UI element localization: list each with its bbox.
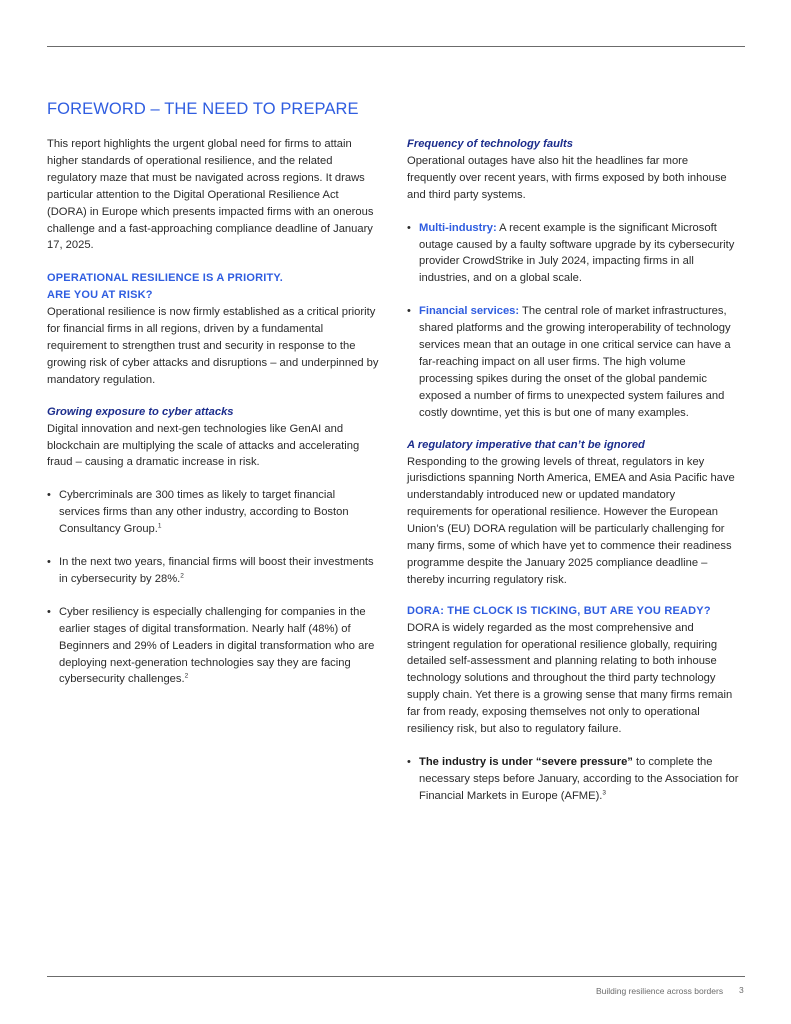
right-column (407, 136, 739, 805)
bullet-text: Cyber resiliency is especially challenging for companies in the earlier stages of digital transformation. Nearly half (48%) of Beginners and 29% of Leaders in digital transformation who are deploying next-generation technologies say they are facing cybersecurity challenges. (59, 605, 375, 686)
frequency-subheading: Frequency of technology faults (407, 138, 573, 150)
dora-paragraph: DORA is widely regarded as the most comprehensive and stringent regulation for operational resilience globally, requiring detailed self-assessment and planning relating to both inhouse technology solutions and throughout the third party technology supply chain. Yet there is a growing sense that many firms remain far from ready, exposing themselves not only to operational resiliency risk, but also to regulatory failure. (407, 621, 733, 736)
footnote-ref: 3 (602, 789, 607, 797)
footnote-ref: 2 (184, 672, 189, 680)
priority-paragraph: Operational resilience is now firmly established as a critical priority for financial firms in all regions, driven by a fundamental requirement to strengthen trust and security in response to the growing risk of cyber attacks and disruptions – and underpinned by mandatory regulation. (47, 306, 379, 386)
bullet-lead: Multi-industry: (419, 221, 497, 234)
regulatory-subheading: A regulatory imperative that can’t be ignored (407, 438, 645, 451)
regulatory-paragraph: Responding to the growing levels of threat, regulators in key jurisdictions spanning North America, EMEA and Asia Pacific have understandably introduced new or updated mandatory requirements for operational resilience. However the European Union’s (EU) DORA regulation will be particularly challenging for many firms, some of which have yet to commence their readiness programme despite the January 2025 compliance deadline – thereby incurring regulatory risk. (407, 455, 735, 586)
priority-heading (47, 270, 379, 304)
intro-paragraph: This report highlights the urgent global need for firms to attain higher standards of operational resilience, and the related regulatory maze that must be navigated across regions. It draws particular attention to the Digital Operational Resilience Act (DORA) in Europe which presents impacted firms with an onerous challenge and a fast-approaching compliance deadline of January 17, 2025. (47, 138, 374, 252)
bullet-lead: The industry is under “severe pressure” (419, 756, 633, 768)
bullet-text: The central role of market infrastructures, shared platforms and the growing interoperability of technology services mean that an outage in one critical service can have a far-reaching impact on all user firms. The high volume processing spikes during the onset of the global pandemic exposed a number of firms to unexpected system failures and costly downtime, yet this is but one of many examples. (419, 305, 731, 419)
bullet-icon: • (47, 605, 51, 618)
dora-bullet-list (407, 754, 739, 805)
bottom-divider (47, 976, 745, 977)
priority-heading-line1: OPERATIONAL RESILIENCE IS A PRIORITY. (47, 272, 283, 285)
bullet-icon: • (47, 489, 51, 502)
footer-title: Building resilience across borders (596, 986, 724, 996)
list-item (47, 487, 379, 538)
bullet-icon: • (47, 556, 51, 569)
bullet-icon: • (407, 756, 411, 768)
frequency-paragraph: Operational outages have also hit the headlines far more frequently over recent years, with firms exposed by both inhouse and third party systems. (407, 154, 727, 201)
bullet-text: In the next two years, financial firms will boost their investments in cybersecurity by 28%. (59, 556, 374, 585)
left-column (47, 136, 379, 688)
bullet-icon: • (407, 221, 411, 234)
footnote-ref: 1 (157, 522, 162, 530)
dora-heading: DORA: THE CLOCK IS TICKING, BUT ARE YOU READY? (407, 604, 711, 617)
list-item (47, 554, 379, 588)
cyber-bullet-list (47, 487, 379, 688)
cyber-paragraph: Digital innovation and next-gen technologies like GenAI and blockchain are multiplying the scale of attacks and accelerating fraud – causing a dramatic increase in risk. (47, 422, 360, 469)
top-divider (47, 46, 745, 47)
page-number: 3 (739, 985, 744, 995)
bullet-text: Cybercriminals are 300 times as likely to target financial services firms than any other industry, according to Boston Consultancy Group. (59, 489, 349, 536)
list-item (407, 754, 739, 805)
frequency-bullet-list (407, 220, 739, 422)
bullet-icon: • (407, 305, 411, 318)
cyber-subheading: Growing exposure to cyber attacks (47, 405, 234, 418)
bullet-text: A recent example is the significant Microsoft outage caused by a faulty software upgrade by its cybersecurity provider CrowdStrike in July 2024, impacting firms in all industries, and on a global scale. (419, 221, 735, 285)
list-item (407, 303, 739, 421)
bullet-text: to complete the necessary steps before January, according to the Association for Financial Markets in Europe (AFME). (419, 756, 739, 802)
list-item (47, 604, 379, 689)
priority-heading-line2: ARE YOU AT RISK? (47, 289, 153, 302)
list-item (407, 220, 739, 288)
footnote-ref: 2 (180, 572, 184, 580)
bullet-lead: Financial services: (419, 305, 520, 318)
page-title: FOREWORD – THE NEED TO PREPARE (47, 100, 359, 118)
